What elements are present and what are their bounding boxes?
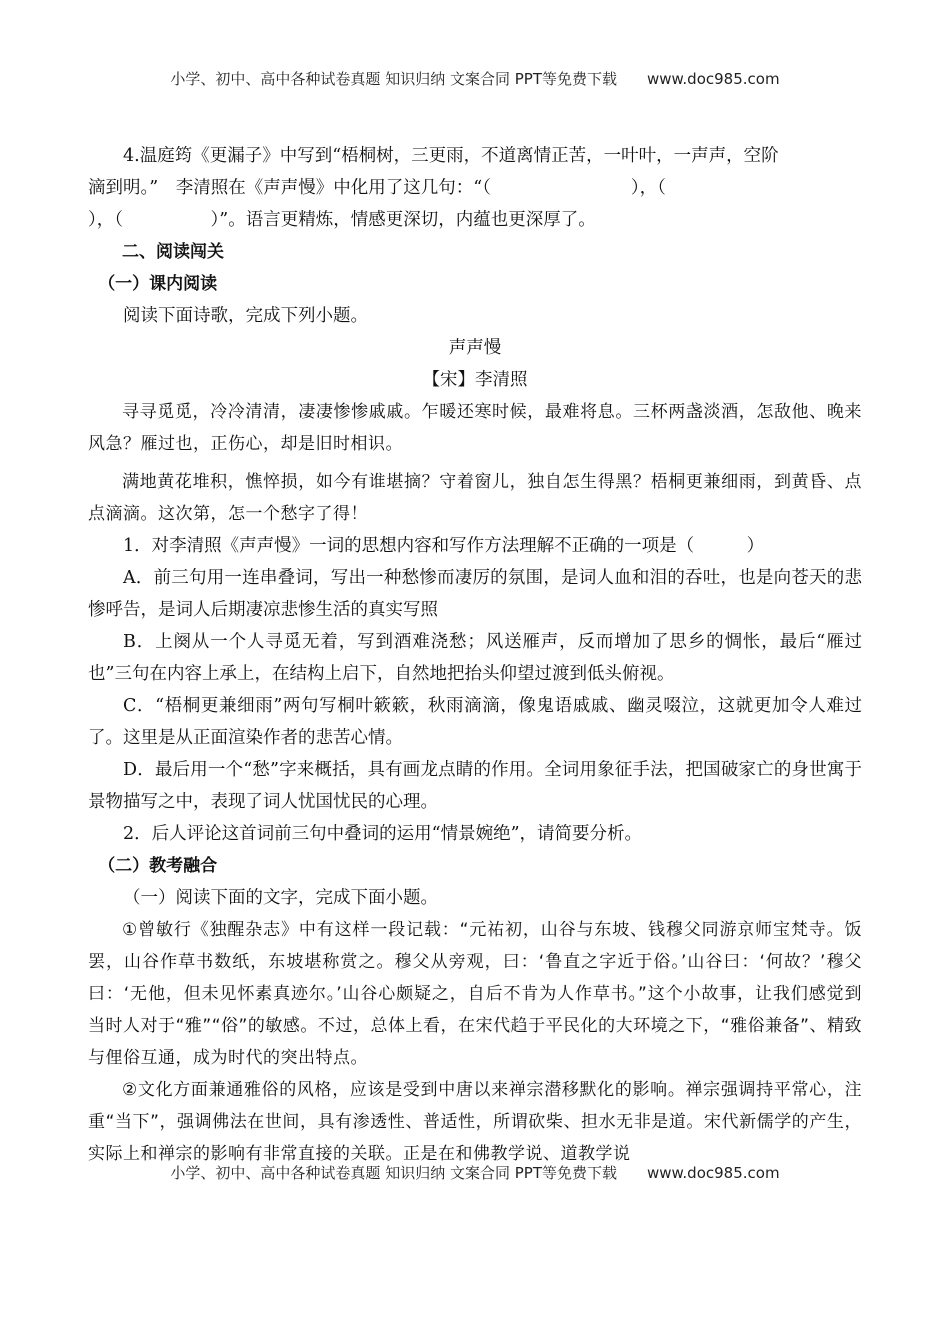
subsection-heading-in-class: （一）课内阅读	[98, 274, 218, 294]
subsection-heading-integration: （二）教考融合	[98, 856, 218, 876]
option-c: C．“梧桐更兼细雨”两句写桐叶簌簌，秋雨滴滴，像鬼语戚戚、幽灵啜泣，这就更加令人难过了。这里是从正面渲染作者的悲苦心情。	[88, 696, 862, 748]
page-footer	[0, 1162, 950, 1183]
integration-instruction: （一）阅读下面的文字，完成下面小题。	[123, 888, 438, 908]
footer-site: www.doc985.com	[646, 1164, 780, 1182]
option-b: B．上阕从一个人寻觅无着，写到酒难浇愁；风送雁声，反而增加了思乡的惆怅，最后“雁过也”三句在内容上承上，在结构上启下，自然地把抬头仰望过渡到低头俯视。	[88, 632, 862, 684]
passage-paragraph-2: ②文化方面兼通雅俗的风格，应该是受到中唐以来禅宗潜移默化的影响。禅宗强调持平常心，注重“当下”，强调佛法在世间，具有渗透性、普适性，所谓砍柴、担水无非是道。宋代新儒学的产生，实际上和禅宗的影响有非常直接的关联。正是在和佛教学说、道教学说	[88, 1080, 862, 1164]
section-heading-reading: 二、阅读闯关	[122, 242, 224, 262]
option-a: A．前三句用一连串叠词，写出一种愁惨而凄厉的氛围，是词人血和泪的吞吐，也是向苍天的悲惨呼告，是词人后期凄凉悲惨生活的真实写照	[88, 568, 862, 620]
page-header	[0, 68, 950, 89]
passage-paragraph-1: ①曾敏行《独醒杂志》中有这样一段记载：“元祐初，山谷与东坡、钱穆父同游京师宝梵寺。饭罢，山谷作草书数纸，东坡堪称赏之。穆父从旁观，曰：‘鲁直之字近于俗。’山谷曰：‘何故？’穆父曰：‘无他，但未见怀素真迹尔。’山谷心颇疑之，自后不肯为人作草书。”这个小故事，让我们感觉到当时人对于“雅”“俗”的敏感。不过，总体上看，在宋代趋于平民化的大环境之下，“雅俗兼备”、精致与俚俗互通，成为时代的突出特点。	[88, 920, 862, 1068]
poem-stanza-2: 满地黄花堆积，憔悴损，如今有谁堪摘？守着窗儿，独自怎生得黑？梧桐更兼细雨，到黄昏、点点滴滴。这次第，怎一个愁字了得！	[88, 472, 862, 524]
q4-line2: 滴到明。” 李清照在《声声慢》中化用了这几句：“（ ），（	[88, 178, 666, 198]
header-site: www.doc985.com	[646, 70, 780, 88]
question-2: 2．后人评论这首词前三句中叠词的运用“情景婉绝”，请简要分析。	[123, 824, 643, 844]
question-1: 1．对李清照《声声慢》一词的思想内容和写作方法理解不正确的一项是（ ）	[123, 536, 765, 556]
q4-line1: 4.温庭筠《更漏子》中写到“梧桐树，三更雨，不道离情正苦，一叶叶，一声声，空阶	[123, 146, 779, 166]
poem-stanza-1: 寻寻觅觅，冷冷清清，凄凄惨惨戚戚。乍暖还寒时候，最难将息。三杯两盏淡酒，怎敌他、晚来风急？雁过也，正伤心，却是旧时相识。	[88, 402, 862, 454]
document-body	[88, 140, 862, 1170]
q4-line3: ），（ ）”。语言更精炼，情感更深切，内蕴也更深厚了。	[88, 210, 596, 230]
footer-text: 小学、初中、高中各种试卷真题 知识归纳 文案合同 PPT等免费下载	[170, 1164, 617, 1182]
option-d: D．最后用一个“愁”字来概括，具有画龙点睛的作用。全词用象征手法，把国破家亡的身世寓于景物描写之中，表现了词人忧国忧民的心理。	[88, 760, 862, 812]
poem-author: 【宋】李清照	[422, 370, 528, 390]
reading-instruction: 阅读下面诗歌，完成下列小题。	[123, 306, 368, 326]
header-text: 小学、初中、高中各种试卷真题 知识归纳 文案合同 PPT等免费下载	[170, 70, 617, 88]
poem-title: 声声慢	[448, 338, 502, 358]
